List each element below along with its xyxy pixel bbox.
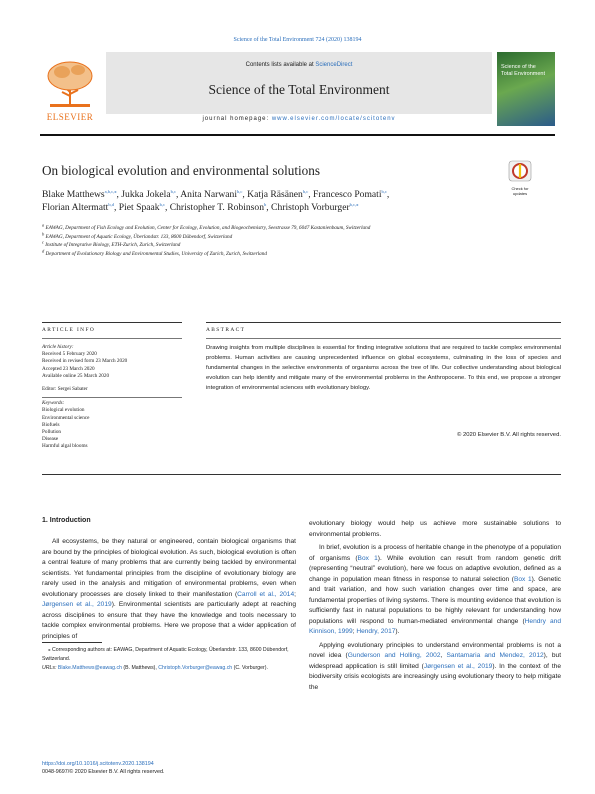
citation-link[interactable]: Hendry, 2017 [356, 628, 396, 635]
cover-title-line2: Total Environment [501, 70, 546, 77]
homepage-link[interactable]: www.elsevier.com/locate/scitotenv [271, 116, 396, 122]
author-affiliation-marks[interactable]: b,c [381, 188, 387, 194]
citation-link[interactable]: Santamaria and Mendez, 2012 [446, 652, 544, 659]
affiliation-text: EAWAG, Department of Aquatic Ecology, Überlandstr. 133, 8600 Dübendorf, Switzerland [44, 233, 233, 240]
keyword-item: Biological evolution [42, 407, 85, 414]
info-rule-keywords [42, 397, 182, 398]
crossmark-line1: Check for [511, 186, 529, 191]
journal-homepage-line [106, 116, 492, 122]
history-item: Received 5 February 2020 [42, 351, 97, 358]
history-item: Available online 25 March 2020 [42, 372, 110, 379]
author-name: Anita Narwani [180, 189, 237, 200]
article-title: On biological evolution and environmental solutions [42, 163, 320, 178]
abstract-heading: ABSTRACT [206, 327, 246, 333]
info-rule-mid [42, 338, 182, 339]
article-info [42, 344, 182, 451]
author-affiliation-marks[interactable]: b,c [237, 188, 243, 194]
keyword-item: Biofuels [42, 421, 60, 428]
author-name: Blake Matthews [42, 189, 105, 200]
intro-paragraph-1: All ecosystems, be they natural or engineered, contain biological organisms that are bound by the principles of biological evolution. As such, biological evolution is often a central feature of many problems that are currently being tackled by environmental scientists. Yet fundamental principles from the discipline of evolutionary biology are rarely used in the analysis and mitigation of environmental problems, even when evolutionary processes are closely linked to their manifestation (Carroll et al., 2014; Jørgensen et al., 2019). Environmental scientists are particularly adept at reaching across disciplines to ensure that they have the knowledge and tools necessary to tackle complex environmental problems. Here we propose that a wider application of principles of [42, 538, 296, 640]
url1-suffix: (B. Matthews), [121, 665, 159, 671]
elsevier-tree-icon [40, 58, 100, 110]
contents-line [106, 62, 492, 68]
article-info-heading: ARTICLE INFO [42, 327, 96, 333]
affiliation-mark: a [42, 222, 45, 228]
header-rule [40, 134, 555, 136]
author-name: Piet Spaak [118, 202, 160, 213]
author-name: Katja Räsänen [247, 189, 303, 200]
author-affiliation-marks[interactable]: b,c [170, 188, 176, 194]
citation-link[interactable]: Jørgensen et al., 2019 [423, 662, 493, 670]
keyword-item: Environmental science [42, 414, 90, 421]
keywords-label: Keywords: [42, 400, 65, 407]
url-matthews[interactable]: Blake.Matthews@eawag.ch [57, 665, 122, 671]
footnote-text: Corresponding authors at: EAWAG, Department of Aquatic Ecology, Überlandstr. 133, 8600 Dübendorf, Switzerland. [42, 647, 289, 662]
affiliation-item [42, 250, 552, 259]
intro-paragraph-2: In brief, evolution is a process of heritable change in the phenotype of a population of organisms (Box 1). While evolution can result from random genetic drift (representing “neutral” evolution), here we focus on adaptive evolution, defined as a change in population mean fitness in response to natural selection (Box 1). Genetic and trait variation, and how such variation changes over time and space, are fundamental properties of living systems. There is mounting evidence that evolution is sufficiently fast in natural populations to be highly relevant for understanding how populations will respond to human-mediated environmental change (Hendry and Kinnison, 1999; Hendry, 2017). [309, 544, 561, 635]
journal-cover-image [497, 52, 555, 126]
journal-header [40, 52, 555, 130]
affiliation-item [42, 241, 552, 250]
footnote-mark: ⁎ [48, 647, 51, 653]
author-affiliation-marks[interactable]: b,d [108, 201, 114, 207]
history-list [42, 351, 182, 380]
author-name: Francesco Pomati [313, 189, 382, 200]
citation-link[interactable]: Jørgensen et al., 2019 [42, 601, 112, 608]
author-line-1: Blake Matthews$^{a,b,c,⁎}$, Jukka Jokela$^{b,c}$, Anita Narwani$^{b,c}$, Katja Räsänen$^{b,c}$, Francesco Pomati$^{b,c}$, [42, 188, 390, 200]
crossmark-line2: updates [512, 190, 528, 196]
elsevier-logo [40, 58, 100, 124]
crossmark-icon [508, 160, 532, 182]
section-title: 1. Introduction [42, 517, 91, 524]
history-label: Article history: [42, 344, 74, 350]
author-name: Christoph Vorburger [271, 202, 350, 213]
author-affiliation-marks[interactable]: a,b,c,⁎ [104, 188, 117, 194]
affiliation-item [42, 230, 552, 245]
keyword-item: Pollution [42, 429, 62, 436]
author-name: Christopher T. Robinson [169, 202, 264, 213]
journal-citation[interactable]: Science of the Total Environment 724 (2020) 138194 [233, 37, 362, 43]
history-item: Received in revised form 23 March 2020 [42, 358, 128, 365]
affiliation-text: Department of Evolutionary Biology and Environmental Studies, University of Zurich, Zurich, Switzerland [44, 250, 267, 257]
abstract-text: Drawing insights from multiple disciplines is essential for finding integrative solutions that are required to tackle complex environmental problems. Human activities are causing unprecedented influence on global ecosystems, culminating in the loss of species and fundamental changes in the selective environments of organisms across the tree of life. Our collective understanding about biological evolution can help identify and mitigate many of the environmental problems in the Anthropocene. To this end, we propose a stronger integration of environmental sciences with evolutionary biology. [206, 345, 561, 392]
footnote-rule [42, 642, 102, 643]
affiliation-item [42, 224, 552, 233]
sciencedirect-link[interactable]: ScienceDirect [315, 62, 353, 68]
editor: Editor: Sergei Sabater [42, 386, 88, 393]
url-vorburger[interactable]: Christoph.Vorburger@eawag.ch [158, 665, 233, 671]
author-name: Florian Altermatt [42, 202, 109, 213]
elsevier-wordmark: ELSEVIER [46, 112, 94, 122]
abstract-rule-top [206, 322, 561, 323]
info-rule-top [42, 322, 182, 323]
affiliation-mark: c [42, 239, 44, 245]
affiliation-list [42, 224, 552, 258]
author-affiliation-marks[interactable]: b [264, 201, 267, 207]
affiliation-mark: b [42, 230, 45, 236]
affiliation-text: EAWAG, Department of Fish Ecology and Evolution, Center for Ecology, Evolution, and Biogeochemistry, Seestrasse 79, 6047 Kastanienbaum, Switzerland [44, 225, 371, 231]
author-name: Jukka Jokela [121, 189, 171, 200]
footnote [42, 646, 296, 673]
author-affiliation-marks[interactable]: b,c [159, 201, 165, 207]
affiliation-text: Institute of Integrative Biology, ETH-Zurich, Zurich, Switzerland [44, 242, 181, 249]
abstract-copyright: © 2020 Elsevier B.V. All rights reserved. [457, 432, 561, 438]
intro-left-column [42, 537, 296, 642]
keyword-list [42, 407, 182, 450]
cover-title-line1: Science of the [501, 64, 536, 70]
author-list [42, 188, 542, 214]
citation-link[interactable]: Gunderson and Holling, 2002 [347, 652, 441, 659]
intro-right-column [309, 519, 561, 693]
history-item: Accepted 23 March 2020 [42, 365, 95, 372]
doi-link[interactable]: https://doi.org/10.1016/j.scitotenv.2020.138194 [42, 761, 154, 767]
citation-link[interactable]: Hendry and Kinnison, 1999 [309, 617, 561, 635]
author-line-2: Florian Altermatt$^{b,d}$, Piet Spaak$^{b,c}$, Christopher T. Robinson$^b$, Christoph Vorburger$^{b,c,⁎}$ [42, 201, 359, 213]
keyword-item: Harmful algal blooms [42, 443, 88, 450]
intro-paragraph-3: Applying evolutionary principles to understand environmental problems is not a novel idea (Gunderson and Holling, 2002, Santamaria and Mendez, 2012), but widespread application is still limited (Jørgensen et al., 2019). In the context of the biodiversity crisis ecologists are increasingly using evolutionary theory to help mitigate the [309, 641, 562, 691]
citation-link[interactable]: Carroll et al., 2014 [237, 590, 295, 598]
affiliation-mark: d [42, 248, 45, 254]
homepage-prefix: journal homepage: [202, 116, 272, 122]
citation-link[interactable]: Box 1 [357, 554, 378, 562]
citation-link[interactable]: Box 1 [513, 575, 532, 583]
url2-suffix: (C. Vorburger). [232, 665, 268, 671]
footnote-urls-label: URLs: [42, 665, 57, 671]
author-affiliation-marks[interactable]: b,c [302, 188, 309, 194]
journal-title-band [106, 52, 492, 114]
abstract-rule-bottom [42, 474, 561, 475]
contents-prefix: Contents lists available at [245, 62, 316, 68]
abstract-rule-mid [206, 338, 561, 339]
issn-line: 0048-9697/© 2020 Elsevier B.V. All rights reserved. [42, 769, 165, 775]
author-affiliation-marks[interactable]: b,c,⁎ [349, 201, 359, 207]
intro-paragraph-cont: evolutionary biology would help us achieve more sustainable solutions to environmental problems. [309, 520, 561, 538]
keyword-item: Disease [42, 436, 59, 443]
cover-title [501, 64, 551, 77]
journal-title: Science of the Total Environment [208, 82, 390, 97]
